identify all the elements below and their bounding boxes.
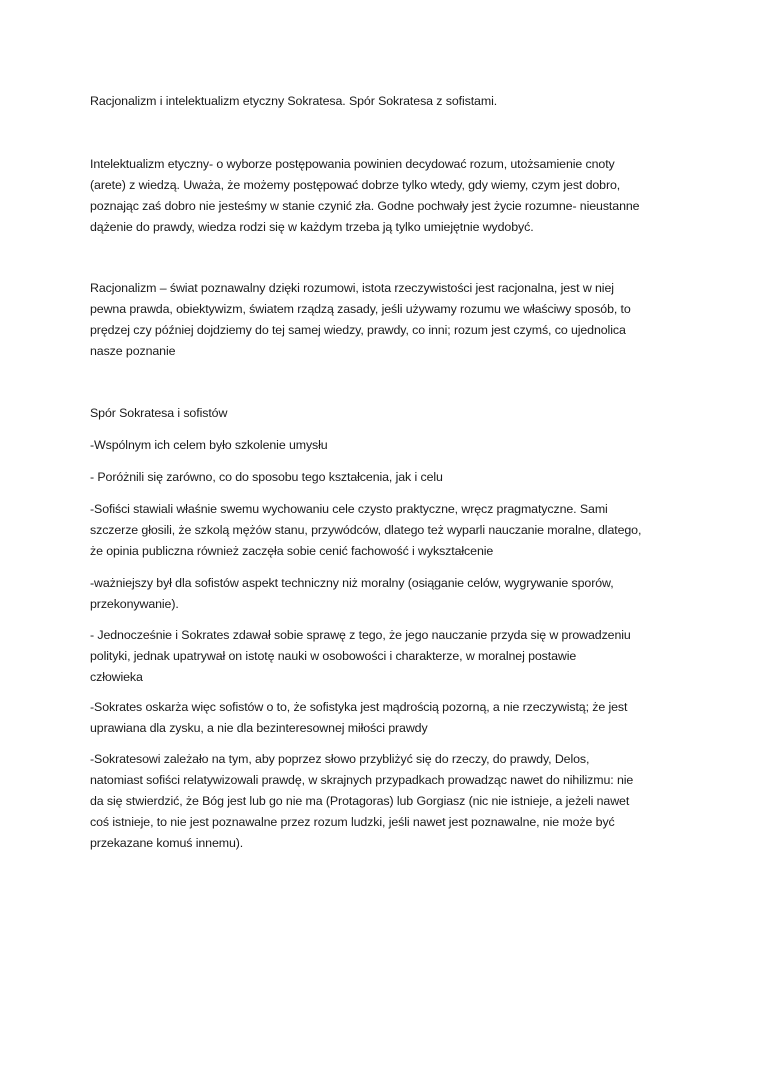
- text-line: Intelektualizm etyczny- o wyborze postępowania powinien decydować rozum, utożsamienie cnoty: [90, 157, 615, 171]
- text-line: człowieka: [90, 670, 143, 684]
- point-2: [90, 467, 680, 488]
- text-line: Racjonalizm – świat poznawalny dzięki rozumowi, istota rzeczywistości jest racjonalna, jest w niej: [90, 281, 614, 295]
- point-7: [90, 749, 680, 854]
- text-line: prędzej czy później dojdziemy do tej samej wiedzy, prawdy, co inni; rozum jest czymś, co ujednolica: [90, 323, 626, 337]
- section-heading-dispute: Spór Sokratesa i sofistów: [90, 406, 228, 420]
- text-line: - Jednocześnie i Sokrates zdawał sobie sprawę z tego, że jego nauczanie przyda się w prowadzeniu: [90, 628, 631, 642]
- text-line: poznając zaś dobro nie jesteśmy w stanie czynić zła. Godne pochwały jest życie rozumne- nieustanne: [90, 199, 640, 213]
- text-line: przekonywanie).: [90, 597, 179, 611]
- text-line: coś istnieje, to nie jest poznawalne przez rozum ludzki, jeśli nawet jest poznawalne, nie może być: [90, 815, 615, 829]
- text-line: że opinia publiczna również zaczęła sobie cenić fachowość i wykształcenie: [90, 544, 494, 558]
- text-line: -ważniejszy był dla sofistów aspekt techniczny niż moralny (osiąganie celów, wygrywanie sporów,: [90, 576, 614, 590]
- text-line: - Poróżnili się zarówno, co do sposobu tego kształcenia, jak i celu: [90, 470, 443, 484]
- paragraph-rationalism: [90, 278, 680, 362]
- text-line: przekazane komuś innemu).: [90, 836, 244, 850]
- text-line: da się stwierdzić, że Bóg jest lub go nie ma (Protagoras) lub Gorgiasz (nic nie istnieje, a jeżeli nawet: [90, 794, 630, 808]
- text-line: nasze poznanie: [90, 344, 176, 358]
- text-line: szczerze głosili, że szkolą mężów stanu, przywódców, dlatego też wyparli nauczanie moralne, dlatego,: [90, 523, 642, 537]
- point-3: [90, 499, 680, 562]
- point-6: [90, 697, 680, 739]
- point-5: [90, 625, 680, 688]
- text-line: polityki, jednak upatrywał on istotę nauki w osobowości i charakterze, w moralnej postawie: [90, 649, 577, 663]
- text-line: pewna prawda, obiektywizm, światem rządzą zasady, jeśli używamy rozumu we właściwy sposób, to: [90, 302, 631, 316]
- text-line: natomiast sofiści relatywizowali prawdę, w skrajnych przypadkach prowadząc nawet do nihilizmu: nie: [90, 773, 634, 787]
- point-1: [90, 435, 680, 456]
- text-line: -Sofiści stawiali właśnie swemu wychowaniu cele czysto praktyczne, wręcz pragmatyczne. Sami: [90, 502, 608, 516]
- text-line: uprawiana dla zysku, a nie dla bezinteresownej miłości prawdy: [90, 721, 428, 735]
- paragraph-intellectualism: [90, 154, 680, 238]
- text-line: (arete) z wiedzą. Uważa, że możemy postępować dobrze tylko wtedy, gdy wiemy, czym jest dobro,: [90, 178, 621, 192]
- text-line: -Sokrates oskarża więc sofistów o to, że sofistyka jest mądrością pozorną, a nie rzeczywistą; że jest: [90, 700, 628, 714]
- text-line: dążenie do prawdy, wiedza rodzi się w każdym trzeba ją tylko umiejętnie wydobyć.: [90, 220, 534, 234]
- document-title: Racjonalizm i intelektualizm etyczny Sokratesa. Spór Sokratesa z sofistami.: [90, 94, 498, 108]
- text-line: -Wspólnym ich celem było szkolenie umysłu: [90, 438, 328, 452]
- point-4: [90, 573, 680, 615]
- text-line: -Sokratesowi zależało na tym, aby poprzez słowo przybliżyć się do rzeczy, do prawdy, Delos,: [90, 752, 590, 766]
